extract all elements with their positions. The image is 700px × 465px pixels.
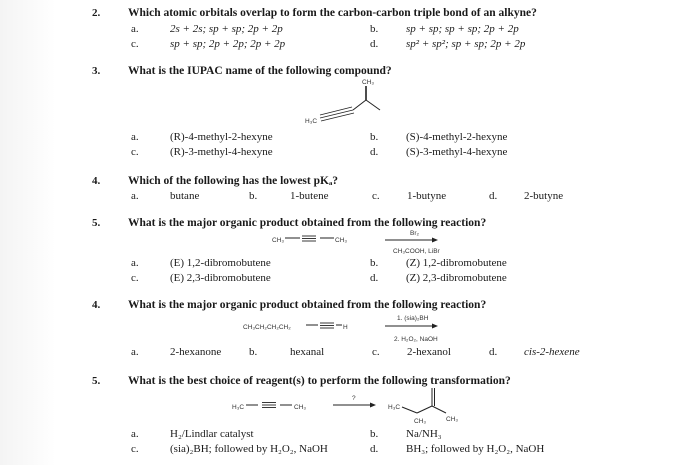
- option-letter: b.: [249, 190, 258, 202]
- option-letter: c.: [372, 346, 380, 358]
- option-letter: b.: [370, 23, 379, 35]
- option-text[interactable]: (Z) 1,2-dibromobutene: [406, 257, 507, 269]
- option-text[interactable]: BH₃; followed by H₂O₂, NaOH: [406, 443, 545, 455]
- option-letter: a.: [131, 346, 139, 358]
- option-text[interactable]: (R)-3-methyl-4-hexyne: [170, 146, 273, 158]
- option-letter: b.: [249, 346, 258, 358]
- option-letter: b.: [370, 131, 379, 143]
- option-letter: b.: [370, 428, 379, 440]
- option-text[interactable]: cis-2-hexene: [524, 346, 580, 358]
- reagent-label: CH₃COOH, LiBr: [393, 248, 440, 255]
- option-letter: d.: [370, 146, 379, 158]
- product-label: CH₃: [446, 416, 459, 423]
- question-prompt: What is the best choice of reagent(s) to perform the following transformation?: [128, 375, 511, 387]
- option-text[interactable]: sp² + sp²; sp + sp; 2p + 2p: [406, 38, 526, 50]
- option-text[interactable]: (sia)₂BH; followed by H₂O₂, NaOH: [170, 443, 328, 455]
- question-number: 3.: [92, 65, 101, 77]
- option-text[interactable]: sp + sp; 2p + 2p; 2p + 2p: [170, 38, 286, 50]
- reagent-label: 2. H₂O₂, NaOH: [394, 336, 438, 343]
- option-text[interactable]: 2s + 2s; sp + sp; 2p + 2p: [170, 23, 283, 35]
- option-text[interactable]: hexanal: [290, 346, 325, 358]
- option-text[interactable]: 1-butene: [290, 190, 329, 202]
- option-letter: c.: [131, 38, 139, 50]
- question-prompt: What is the IUPAC name of the following compound?: [128, 65, 392, 77]
- question-number: 5.: [92, 375, 101, 387]
- option-text[interactable]: H₂/Lindlar catalyst: [170, 428, 254, 440]
- question-number: 2.: [92, 7, 101, 19]
- option-text[interactable]: (E) 1,2-dibromobutene: [170, 257, 271, 269]
- reaction-label: CH₃: [272, 237, 285, 244]
- option-letter: d.: [370, 38, 379, 50]
- option-letter: a.: [131, 428, 139, 440]
- option-text[interactable]: sp + sp; sp + sp; 2p + 2p: [406, 23, 519, 35]
- option-letter: c.: [372, 190, 380, 202]
- option-text[interactable]: 1-butyne: [407, 190, 447, 202]
- question-prompt: Which of the following has the lowest pKₐ?: [128, 175, 339, 187]
- option-letter: d.: [489, 190, 498, 202]
- reagent-label: 1. (sia)₂BH: [397, 315, 429, 322]
- question-prompt: What is the major organic product obtained from the following reaction?: [128, 217, 487, 229]
- question-prompt: What is the major organic product obtained from the following reaction?: [128, 299, 487, 311]
- option-text[interactable]: 2-hexanol: [407, 346, 451, 358]
- question-number: 4.: [92, 175, 101, 187]
- reagent-label: ?: [352, 395, 356, 402]
- option-letter: d.: [370, 443, 379, 455]
- option-text[interactable]: (R)-4-methyl-2-hexyne: [170, 131, 273, 143]
- question-prompt: Which atomic orbitals overlap to form the carbon-carbon triple bond of an alkyne?: [128, 7, 537, 19]
- option-letter: a.: [131, 23, 139, 35]
- option-text[interactable]: butane: [170, 190, 200, 202]
- option-letter: a.: [131, 131, 139, 143]
- reaction-label: CH₃: [335, 237, 348, 244]
- option-letter: d.: [489, 346, 498, 358]
- question-number: 5.: [92, 217, 101, 229]
- option-letter: c.: [131, 272, 139, 284]
- option-text[interactable]: (S)-3-methyl-4-hexyne: [406, 146, 508, 158]
- reaction-label: CH₃: [294, 404, 307, 411]
- option-letter: a.: [131, 190, 139, 202]
- question-number: 4.: [92, 299, 101, 311]
- reagent-label: Br₂: [410, 230, 420, 237]
- option-letter: b.: [370, 257, 379, 269]
- option-letter: a.: [131, 257, 139, 269]
- option-letter: c.: [131, 146, 139, 158]
- option-letter: c.: [131, 443, 139, 455]
- reaction-label: H: [343, 324, 348, 331]
- option-text[interactable]: 2-butyne: [524, 190, 564, 202]
- reaction-label: CH₃CH₂CH₂CH₂: [243, 324, 291, 331]
- product-label: CH₃: [414, 418, 427, 425]
- option-text[interactable]: (S)-4-methyl-2-hexyne: [406, 131, 508, 143]
- option-text[interactable]: 2-hexanone: [170, 346, 222, 358]
- option-text[interactable]: Na/NH₃: [406, 428, 442, 440]
- structure-label: H₃C: [305, 118, 318, 125]
- structure-label: CH₃: [362, 79, 375, 86]
- reaction-label: H₃C: [232, 404, 245, 411]
- option-text[interactable]: (E) 2,3-dibromobutene: [170, 272, 271, 284]
- product-label: H₃C: [388, 404, 401, 411]
- option-letter: d.: [370, 272, 379, 284]
- option-text[interactable]: (Z) 2,3-dibromobutene: [406, 272, 507, 284]
